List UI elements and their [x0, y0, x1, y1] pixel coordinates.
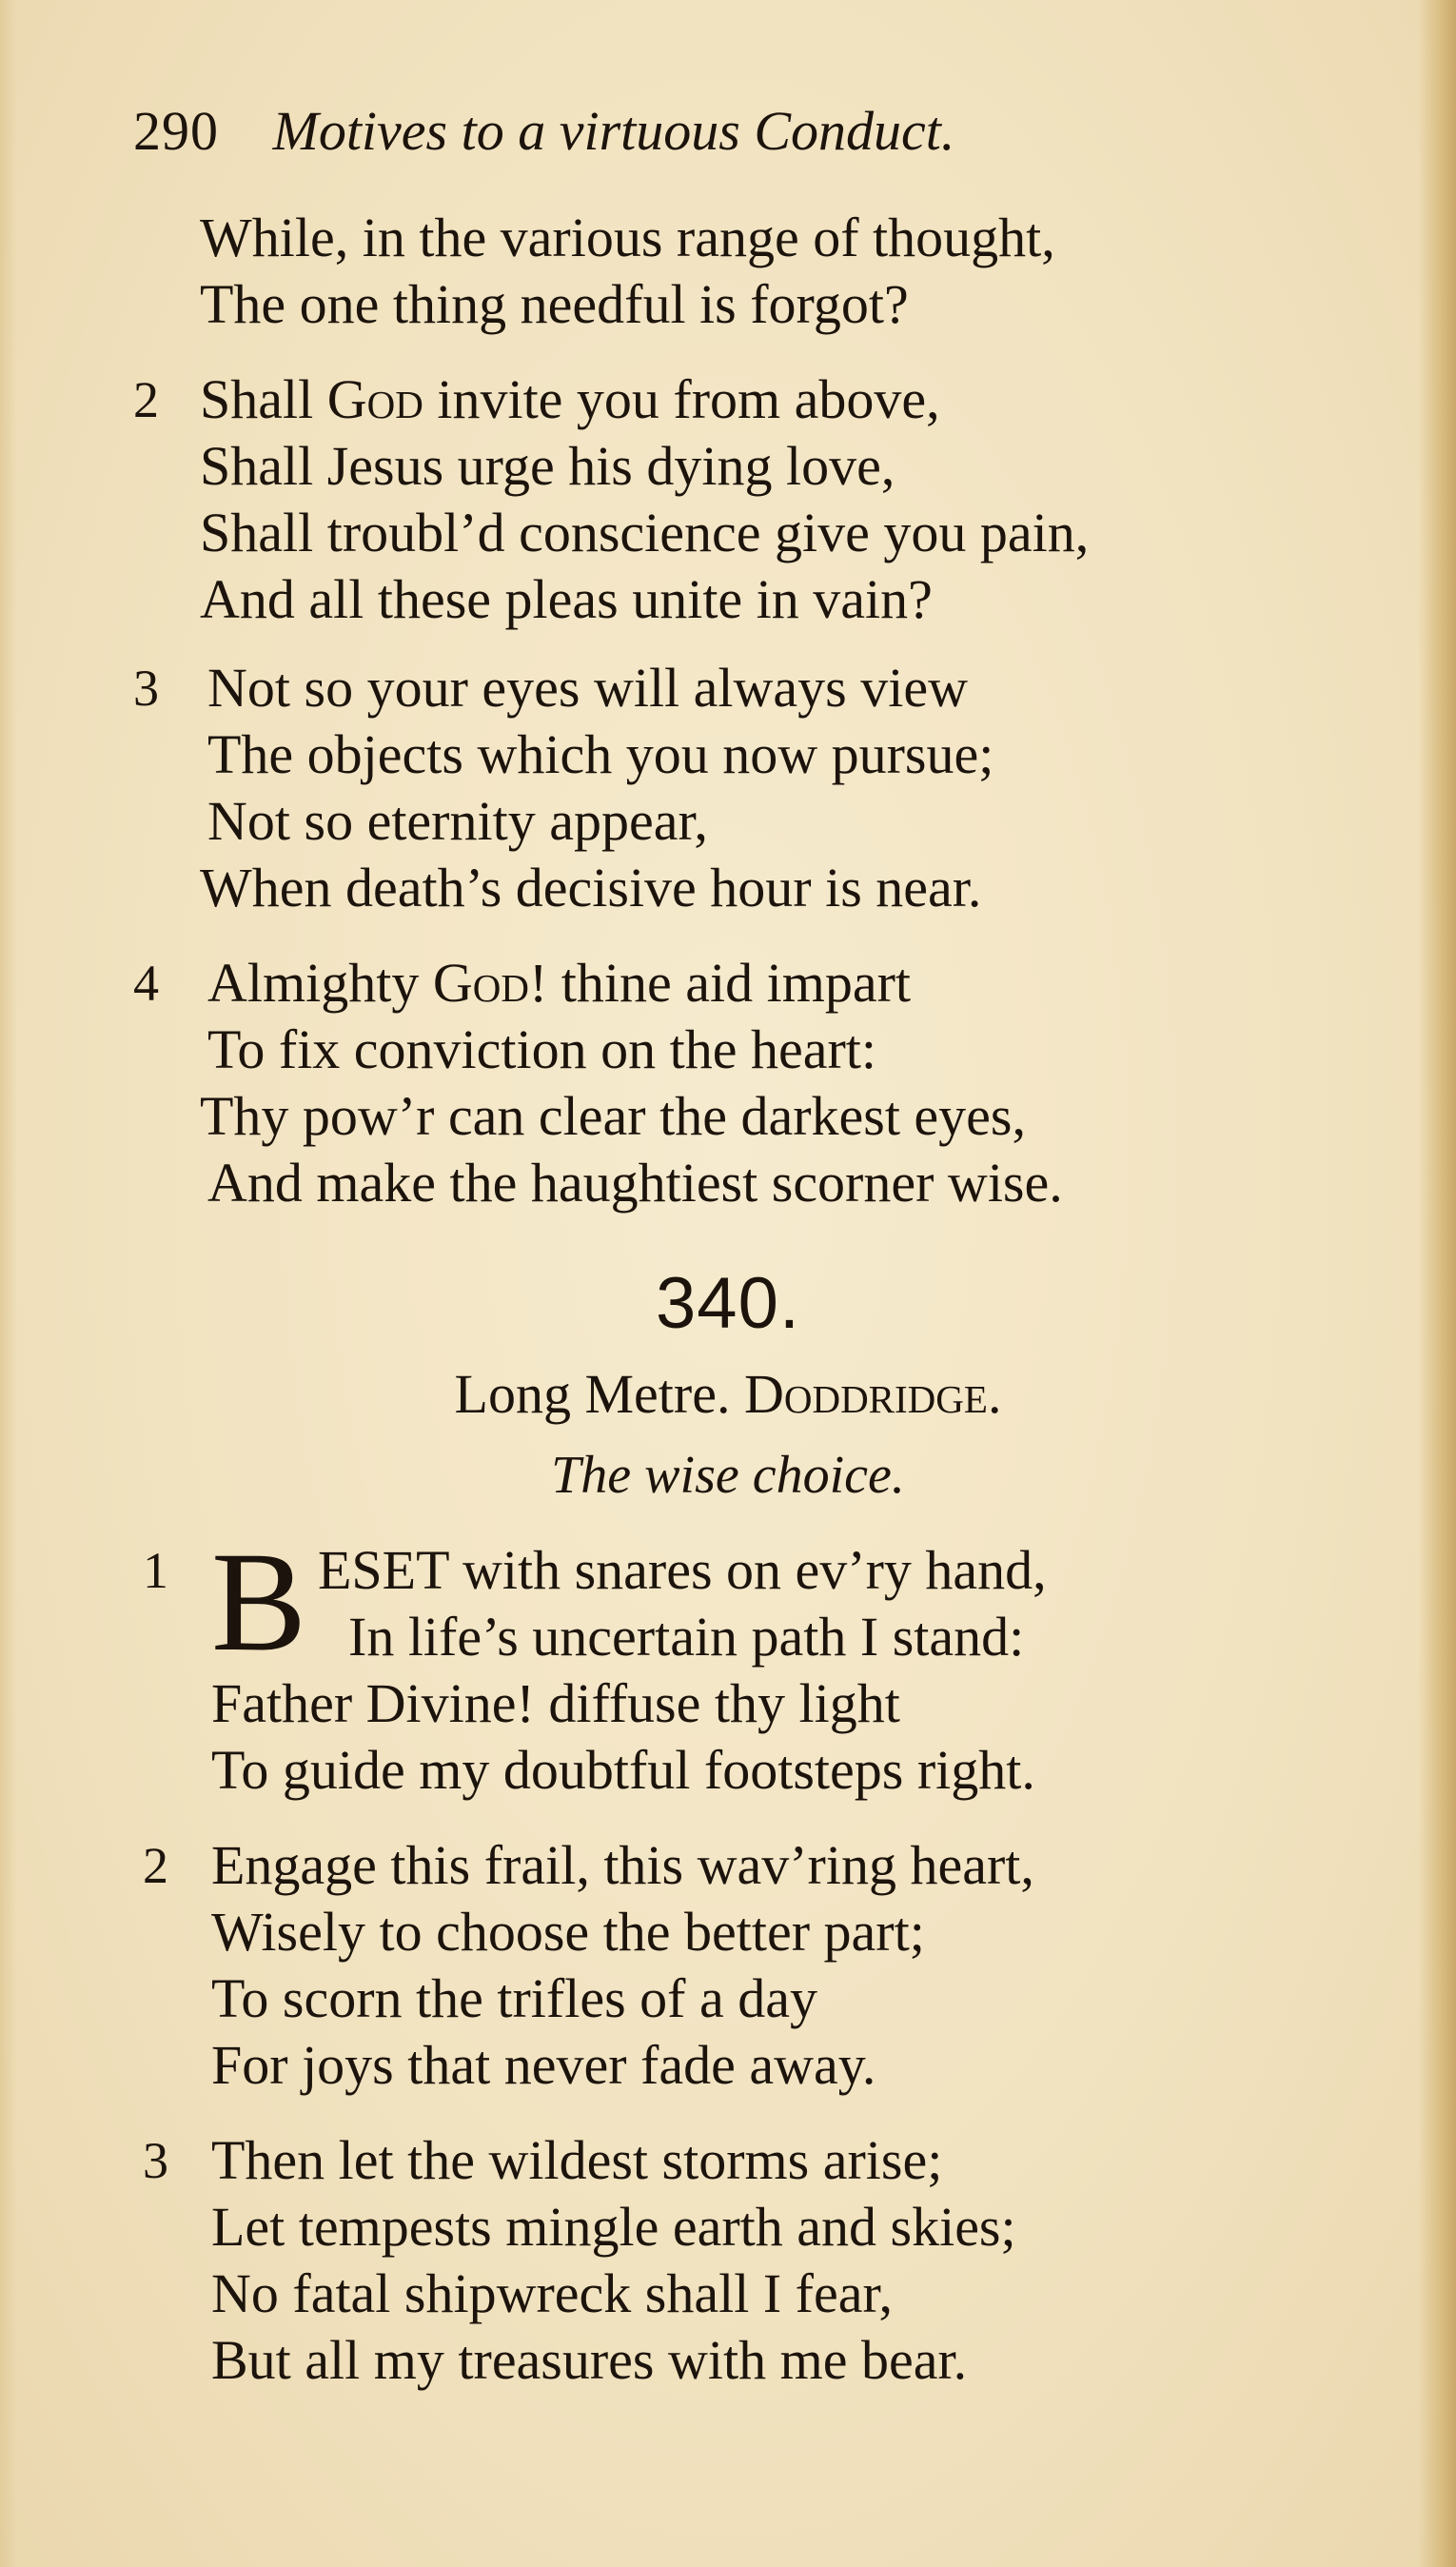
- prev-stanza4-line: To fix conviction on the heart:: [207, 1018, 877, 1080]
- prev-stanza4-line: And make the haughtiest scorner wise.: [207, 1152, 1063, 1214]
- stanza1-number: 1: [143, 1542, 168, 1599]
- meter: Long Metre.: [454, 1363, 731, 1425]
- drop-cap: B: [211, 1523, 307, 1681]
- stanza3-line: No fatal shipwreck shall I fear,: [211, 2262, 893, 2324]
- stanza2-line: For joys that never fade away.: [211, 2034, 876, 2096]
- stanza2-number: 2: [143, 1837, 168, 1894]
- stanza1-line: To guide my doubtful footsteps right.: [211, 1739, 1035, 1801]
- author: Doddridge.: [743, 1363, 1002, 1425]
- stanza2-line: Wisely to choose the better part;: [211, 1901, 925, 1963]
- prev-stanza4-line: [207, 950, 911, 1017]
- divine-name: God: [432, 952, 529, 1014]
- prev-stanza3-line: When death’s decisive hour is near.: [200, 857, 982, 918]
- prev-stanza2-line: [200, 366, 940, 433]
- text-run: invite you from above,: [423, 368, 940, 430]
- hymn-subtitle: The wise choice.: [551, 1446, 905, 1505]
- prev-stanza4-line: Thy pow’r can clear the darkest eyes,: [200, 1085, 1026, 1147]
- prev-stanza1-line: The one thing needful is forgot?: [200, 273, 909, 335]
- stanza1-line: In life’s uncertain path I stand:: [348, 1606, 1025, 1668]
- page-number: 290: [133, 100, 219, 162]
- prev-stanza3-number: 3: [133, 660, 159, 717]
- stanza3-number: 3: [143, 2132, 168, 2189]
- divine-name: God: [326, 368, 423, 430]
- prev-stanza3-line: Not so your eyes will always view: [207, 657, 968, 719]
- prev-stanza2-line: Shall Jesus urge his dying love,: [200, 435, 895, 497]
- stanza3-line: Then let the wildest storms arise;: [211, 2129, 943, 2191]
- prev-stanza1-line: While, in the various range of thought,: [200, 207, 1055, 268]
- prev-stanza2-line: And all these pleas unite in vain?: [200, 568, 933, 630]
- stanza3-line: But all my treasures with me bear.: [211, 2329, 968, 2391]
- hymn-number: 340.: [656, 1263, 800, 1344]
- running-title: Motives to a virtuous Conduct.: [272, 100, 955, 162]
- stanza1-line: ESET with snares on ev’ry hand,: [318, 1539, 1047, 1601]
- stanza2-line: To scorn the trifles of a day: [211, 1967, 817, 2029]
- hymn-meter-line: [0, 1361, 1456, 1428]
- prev-stanza3-line: The objects which you now pursue;: [207, 723, 994, 785]
- prev-stanza4-number: 4: [133, 955, 159, 1012]
- text-run: ! thine aid impart: [528, 952, 911, 1014]
- prev-stanza3-line: Not so eternity appear,: [207, 790, 708, 852]
- text-run: Almighty: [207, 952, 433, 1014]
- stanza1-line: Father Divine! diffuse thy light: [211, 1672, 900, 1734]
- text-run: Shall: [200, 368, 327, 430]
- stanza2-line: Engage this frail, this wav’ring heart,: [211, 1834, 1034, 1896]
- prev-stanza2-line: Shall troubl’d conscience give you pain,: [200, 502, 1090, 563]
- stanza3-line: Let tempests mingle earth and skies;: [211, 2196, 1016, 2258]
- prev-stanza2-number: 2: [133, 371, 159, 428]
- running-header: [133, 93, 1228, 169]
